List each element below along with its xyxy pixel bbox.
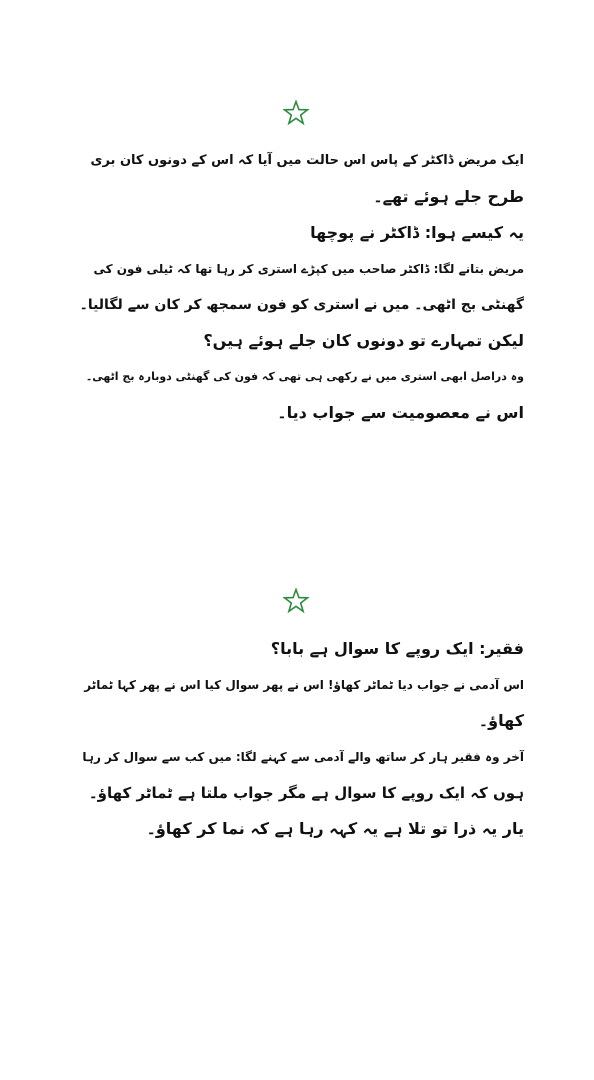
story-1-line: اس نے معصومیت سے جواب دیا۔ [277,403,524,422]
story-1-line: ایک مریض ڈاکٹر کے پاس اس حالت میں آیا کہ اس کے دونوں کان بری [90,153,524,168]
story-2-line: کھاؤ۔ [478,711,524,730]
story-2-line: یار یہ ذرا تو تلا ہے یہ کہہ رہا ہے کہ نما کر کھاؤ۔ [146,819,524,838]
story-1-line: یہ کیسے ہوا: ڈاکٹر نے پوچھا [310,223,524,242]
story-1-line: لیکن تمہارے تو دونوں کان جلے ہوئے ہیں؟ [203,331,524,350]
star-icon [283,588,309,614]
star-icon [283,100,309,126]
story-2-line: ہوں کہ ایک روپے کا سوال ہے مگر جواب ملتا ہے ٹماٹر کھاؤ۔ [88,784,524,802]
story-1-line: مریض بتانے لگا: ڈاکٹر صاحب میں کپڑے استری کر رہا تھا کہ ٹیلی فون کی [93,262,524,276]
story-2-line: اس آدمی نے جواب دیا ٹماٹر کھاؤ! اس نے پھر سوال کیا اس نے پھر کہا ٹماٹر [84,678,524,692]
story-1 [80,143,524,431]
story-1-line: وہ دراصل ابھی استری میں نے رکھی ہی تھی کہ فون کی گھنٹی دوبارہ بج اٹھی۔ [85,370,524,383]
story-1-line: طرح جلے ہوئے تھے۔ [373,187,524,206]
story-2-line: آخر وہ فقیر ہار کر ساتھ والے آدمی سے کہنے لگا: میں کب سے سوال کر رہا [82,750,524,764]
story-2-line: فقیر: ایک روپے کا سوال ہے بابا؟ [270,639,524,658]
story-1-line: گھنٹی بج اٹھی۔ میں نے استری کو فون سمجھ کر کان سے لگالیا۔ [79,297,524,313]
story-2 [80,631,524,847]
